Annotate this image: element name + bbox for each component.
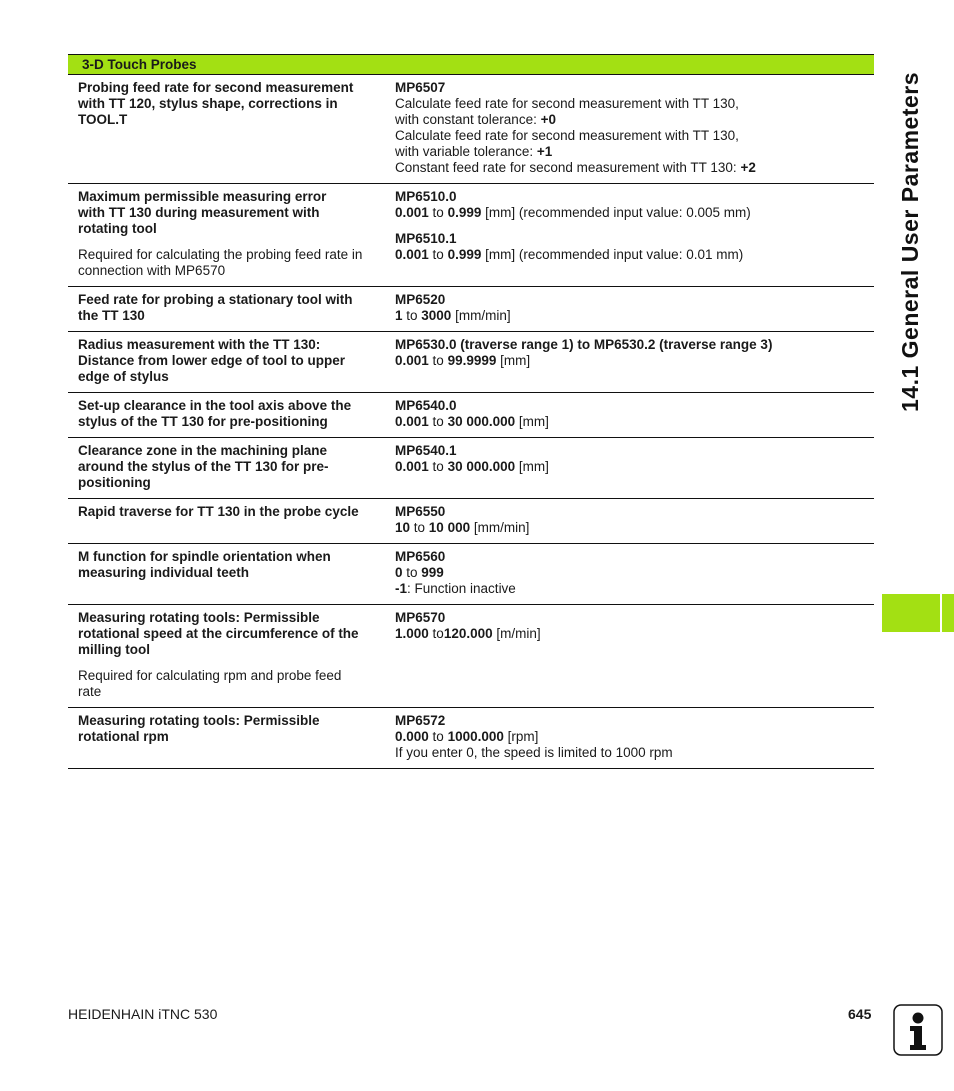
value-emphasis: 1000.000 bbox=[447, 729, 504, 744]
value-line bbox=[395, 231, 874, 247]
value-line bbox=[395, 80, 874, 96]
parameter-description bbox=[68, 398, 386, 430]
value-text: [m/min] bbox=[492, 626, 541, 641]
value-line bbox=[395, 292, 874, 308]
value-text: to bbox=[428, 626, 444, 641]
value-text: to bbox=[428, 205, 448, 220]
value-emphasis: 0 bbox=[395, 565, 403, 580]
value-emphasis: 1 bbox=[395, 308, 403, 323]
parameter-values bbox=[386, 504, 874, 536]
description-line: rotational rpm bbox=[78, 729, 169, 744]
description-line: rotating tool bbox=[78, 221, 157, 236]
value-line bbox=[395, 520, 874, 536]
value-emphasis: 120.000 bbox=[443, 626, 493, 641]
parameter-row bbox=[68, 287, 874, 332]
value-line bbox=[395, 112, 874, 128]
description-line: Measuring rotating tools: Permissible bbox=[78, 713, 320, 728]
parameter-values bbox=[386, 610, 874, 700]
value-emphasis: MP6507 bbox=[395, 80, 446, 95]
value-text: : Function inactive bbox=[407, 581, 516, 596]
value-text: [mm] bbox=[515, 414, 549, 429]
description-line: with TT 120, stylus shape, corrections in bbox=[78, 96, 338, 111]
description-line: Clearance zone in the machining plane bbox=[78, 443, 328, 458]
parameter-description bbox=[68, 337, 386, 385]
chapter-tab-divider bbox=[940, 594, 942, 632]
note-line: rate bbox=[78, 684, 102, 699]
value-line bbox=[395, 581, 874, 597]
description-line: TOOL.T bbox=[78, 112, 128, 127]
value-emphasis: 0.001 bbox=[395, 247, 429, 262]
value-line bbox=[395, 610, 874, 626]
parameter-values bbox=[386, 80, 874, 176]
value-text: Calculate feed rate for second measurement with TT 130, bbox=[395, 128, 739, 143]
parameter-values bbox=[386, 713, 874, 761]
description-line: M function for spindle orientation when bbox=[78, 549, 331, 564]
footer-product-name: HEIDENHAIN iTNC 530 bbox=[68, 1006, 218, 1022]
description-line: Maximum permissible measuring error bbox=[78, 189, 327, 204]
parameter-values bbox=[386, 549, 874, 597]
value-line bbox=[395, 549, 874, 565]
value-text: [mm] (recommended input value: 0.01 mm) bbox=[481, 247, 744, 262]
description-line: positioning bbox=[78, 475, 151, 490]
value-emphasis: 0.001 bbox=[395, 414, 429, 429]
chapter-side-title: 14.1 General User Parameters bbox=[897, 71, 923, 412]
value-line bbox=[395, 337, 874, 353]
value-text: [mm/min] bbox=[470, 520, 530, 535]
value-text: to bbox=[428, 247, 448, 262]
section-header: 3-D Touch Probes bbox=[68, 54, 874, 75]
value-line bbox=[395, 247, 874, 263]
description-line: with TT 130 during measurement with bbox=[78, 205, 320, 220]
value-emphasis: -1 bbox=[395, 581, 408, 596]
chapter-tab-marker bbox=[882, 594, 954, 632]
value-emphasis: 0.001 bbox=[395, 459, 429, 474]
value-emphasis: MP6560 bbox=[395, 549, 446, 564]
value-text: [rpm] bbox=[503, 729, 539, 744]
parameter-row bbox=[68, 75, 874, 184]
value-line bbox=[395, 459, 874, 475]
parameter-description bbox=[68, 189, 386, 279]
value-emphasis: 10 bbox=[395, 520, 411, 535]
value-line bbox=[395, 128, 874, 144]
value-text: to bbox=[428, 353, 448, 368]
description-line: milling tool bbox=[78, 642, 150, 657]
value-line bbox=[395, 308, 874, 324]
value-emphasis: MP6550 bbox=[395, 504, 446, 519]
value-line bbox=[395, 353, 874, 369]
parameter-values bbox=[386, 443, 874, 491]
value-line bbox=[395, 144, 874, 160]
value-line bbox=[395, 626, 874, 642]
page-number: 645 bbox=[848, 1006, 872, 1022]
description-line: rotational speed at the circumference of the bbox=[78, 626, 359, 641]
value-emphasis: +1 bbox=[536, 144, 553, 159]
value-emphasis: MP6572 bbox=[395, 713, 446, 728]
value-line bbox=[395, 713, 874, 729]
value-emphasis: MP6510.1 bbox=[395, 231, 457, 246]
value-emphasis: 30 000.000 bbox=[447, 459, 516, 474]
value-line bbox=[395, 189, 874, 205]
note-line: connection with MP6570 bbox=[78, 263, 226, 278]
description-line: Radius measurement with the TT 130: bbox=[78, 337, 321, 352]
value-line bbox=[395, 745, 874, 761]
description-line: around the stylus of the TT 130 for pre- bbox=[78, 459, 329, 474]
value-emphasis: 1.000 bbox=[395, 626, 429, 641]
description-line: the TT 130 bbox=[78, 308, 145, 323]
description-line: stylus of the TT 130 for pre-positioning bbox=[78, 414, 328, 429]
value-line bbox=[395, 414, 874, 430]
parameter-rows bbox=[68, 75, 874, 769]
parameter-description bbox=[68, 549, 386, 597]
value-emphasis: +2 bbox=[740, 160, 756, 175]
parameter-values bbox=[386, 189, 874, 279]
value-emphasis: +0 bbox=[540, 112, 556, 127]
value-line bbox=[395, 160, 874, 176]
description-line: Rapid traverse for TT 130 in the probe cycle bbox=[78, 504, 359, 519]
parameter-row bbox=[68, 708, 874, 769]
parameter-description bbox=[68, 504, 386, 536]
parameter-description bbox=[68, 80, 386, 176]
description-line: Distance from lower edge of tool to upper bbox=[78, 353, 346, 368]
info-icon bbox=[893, 1004, 943, 1056]
parameter-row bbox=[68, 332, 874, 393]
value-emphasis: MP6540.0 bbox=[395, 398, 457, 413]
value-text: to bbox=[410, 520, 429, 535]
note-line: Required for calculating the probing feed rate in bbox=[78, 247, 363, 262]
description-line: Set-up clearance in the tool axis above the bbox=[78, 398, 352, 413]
parameter-row bbox=[68, 544, 874, 605]
parameter-table bbox=[68, 54, 874, 769]
parameter-row bbox=[68, 438, 874, 499]
description-line: Probing feed rate for second measurement bbox=[78, 80, 354, 95]
parameter-values bbox=[386, 292, 874, 324]
spacer bbox=[395, 221, 874, 231]
description-line: edge of stylus bbox=[78, 369, 169, 384]
value-emphasis: 99.9999 bbox=[447, 353, 497, 368]
value-emphasis: 999 bbox=[421, 565, 444, 580]
parameter-description bbox=[68, 713, 386, 761]
parameter-description bbox=[68, 610, 386, 700]
value-line bbox=[395, 205, 874, 221]
parameter-row bbox=[68, 393, 874, 438]
parameter-description bbox=[68, 292, 386, 324]
value-line bbox=[395, 96, 874, 112]
value-text: If you enter 0, the speed is limited to 1000 rpm bbox=[395, 745, 673, 760]
parameter-values bbox=[386, 337, 874, 385]
value-text: Constant feed rate for second measurement with TT 130: bbox=[395, 160, 741, 175]
value-text: [mm] bbox=[515, 459, 549, 474]
parameter-description bbox=[68, 443, 386, 491]
value-text: [mm] bbox=[496, 353, 531, 368]
value-text: [mm] (recommended input value: 0.005 mm) bbox=[481, 205, 751, 220]
value-emphasis: 0.000 bbox=[395, 729, 429, 744]
value-emphasis: MP6530.0 (traverse range 1) to MP6530.2 (traverse range 3) bbox=[395, 337, 773, 352]
value-line bbox=[395, 504, 874, 520]
value-text: to bbox=[428, 729, 448, 744]
parameter-note bbox=[78, 247, 376, 279]
value-text: to bbox=[428, 414, 448, 429]
value-emphasis: 0.999 bbox=[447, 205, 482, 220]
value-line bbox=[395, 398, 874, 414]
value-emphasis: 3000 bbox=[421, 308, 452, 323]
parameter-row bbox=[68, 184, 874, 287]
value-emphasis: MP6570 bbox=[395, 610, 446, 625]
value-text: [mm/min] bbox=[451, 308, 511, 323]
value-emphasis: MP6510.0 bbox=[395, 189, 457, 204]
description-line: measuring individual teeth bbox=[78, 565, 250, 580]
description-line: Measuring rotating tools: Permissible bbox=[78, 610, 320, 625]
value-line bbox=[395, 443, 874, 459]
value-emphasis: MP6520 bbox=[395, 292, 446, 307]
value-emphasis: 30 000.000 bbox=[447, 414, 516, 429]
parameter-row bbox=[68, 605, 874, 708]
value-text: to bbox=[428, 459, 448, 474]
note-line: Required for calculating rpm and probe feed bbox=[78, 668, 342, 683]
value-text: with variable tolerance: bbox=[395, 144, 537, 159]
value-text: with constant tolerance: bbox=[395, 112, 541, 127]
description-line: Feed rate for probing a stationary tool with bbox=[78, 292, 353, 307]
value-emphasis: 0.001 bbox=[395, 353, 429, 368]
value-text: to bbox=[402, 308, 422, 323]
value-line bbox=[395, 729, 874, 745]
value-emphasis: 10 000 bbox=[428, 520, 471, 535]
value-text: to bbox=[402, 565, 422, 580]
value-text: Calculate feed rate for second measurement with TT 130, bbox=[395, 96, 739, 111]
parameter-values bbox=[386, 398, 874, 430]
value-line bbox=[395, 565, 874, 581]
value-emphasis: 0.001 bbox=[395, 205, 429, 220]
value-emphasis: MP6540.1 bbox=[395, 443, 457, 458]
parameter-row bbox=[68, 499, 874, 544]
parameter-note bbox=[78, 668, 376, 700]
value-emphasis: 0.999 bbox=[447, 247, 482, 262]
